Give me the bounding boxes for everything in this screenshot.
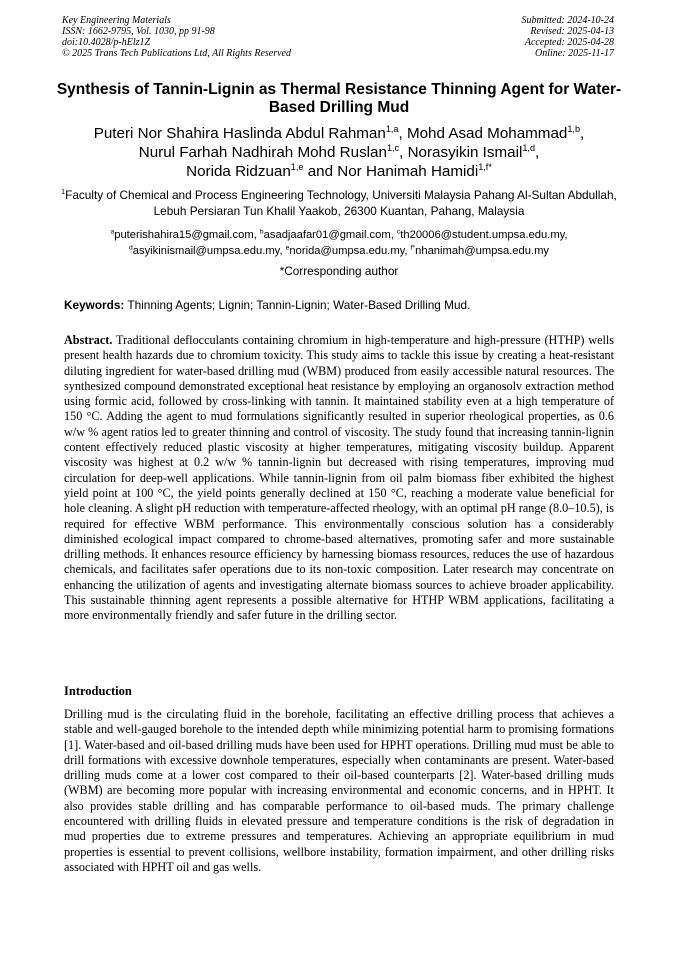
corresponding-author-note: *Corresponding author: [279, 264, 399, 278]
email-address[interactable]: th20006@student.umpsa.edu.my: [400, 229, 565, 241]
author-name: Mohd Asad Mohammad: [406, 125, 568, 142]
keywords-text: Thinning Agents; Lignin; Tannin-Lignin; Water-Based Drilling Mud.: [127, 298, 471, 312]
journal-doi[interactable]: doi:10.4028/p-hElz1Z: [62, 37, 151, 48]
paper-title: Synthesis of Tannin-Lignin as Thermal Resistance Thinning Agent for Water-Based Drilling Mud: [56, 81, 622, 116]
author-affiliation-mark: 1,b: [567, 123, 581, 134]
journal-issn: ISSN: 1662-9795, Vol. 1030, pp 91-98: [62, 26, 215, 37]
journal-info: [62, 15, 291, 59]
email-address[interactable]: asyikinismail@umpsa.edu.my: [132, 245, 280, 257]
author: Nurul Farhah Nadhirah Mohd Ruslan$^{1,c}$,: [138, 142, 408, 161]
email-address[interactable]: asadjaafar01@gmail.com: [263, 229, 391, 241]
abstract-text: Traditional deflocculants containing chromium in high-temperature and high-pressure (HTHP) wells present health hazards due to chromium toxicity. This study aims to tackle this issue by creating a heat-resistant diluting ingredient for water-based drilling mud (WBM) produced from easily accessible natural resources. The synthesized compound demonstrated exceptional heat resistance by employing an organosolv extraction method using formic acid, followed by cross-linking with tannin. It maintained stability even at a high temperature of 150 °C. Adding the agent to mud formulations significantly resulted in superior rheological properties, as 0.6 w/w % agent ratios led to greater thinning and control of viscosity. The study found that increasing tannin-lignin content effectively reduced plastic viscosity at higher temperatures, mitigating viscosity buildup. Apparent viscosity was highest at 0.2 w/w % tannin-lignin but decreased with rising temperatures, improving mud circulation for deep-well applications. While tannin-lignin from oil palm biomass fiber exhibited the highest yield point at 100 °C, the yield points generally declined at 150 °C, reaching a moderate value beneficial for hole cleaning. A slight pH reduction with temperature-affected rheology, with an optimal pH range (8.0–10.5), is required for effective WBM performance. This environmentally conscious solution has a considerably diminished ecological impact compared to chrome-based alternatives, promoting safer and more sustainable drilling methods. It enhances resource efficiency by harnessing biomass resources, reduces the use of hazardous chemicals, and facilitates safer operations due to its non-toxic composition. Later research may concentrate on enhancing the utilization of agents and investigating alternate biomass sources to achieve broader applicability. This sustainable thinning agent represents a possible alternative for HTHP WBM applications, facilitating a more environmentally friendly and safer future in the drilling sector.: [64, 333, 614, 623]
introduction-paragraph: Drilling mud is the circulating fluid in the borehole, facilitating an effective drilling process that achieves a stable and well-gauged borehole to the intended depth while minimizing potential harm to promising formations [1]. Water-based and oil-based drilling muds have been used for HPHT operations. Drilling mud must be able to drill formations with excessive downhole temperatures, especially when contaminants are present. Water-based drilling muds come at a lower cost compared to their oil-based counterparts [2]. Water-based drilling muds (WBM) are becoming more popular with increasing environmental and economic concerns, and in HPHT. It also provides stable drilling and has comparable performance to oil-based muds. The primary challenge encountered with drilling fluids in elevated pressure and temperature conditions is the risk of degradation in mud properties due to extreme pressures and temperatures. Achieving an appropriate equilibrium in mud properties is essential to prevent collisions, wellbore instability, formation impairment, and other drilling risks associated with HPHT oil and gas wells.: [64, 707, 614, 874]
author: Norasyikin Ismail$^{1,d}$,: [407, 142, 540, 161]
journal-name: Key Engineering Materials: [62, 15, 171, 26]
keywords-label: Keywords:: [64, 298, 125, 312]
author-affiliation-mark: 1,c: [386, 142, 400, 153]
email-address[interactable]: puterishahira15@gmail.com: [114, 229, 254, 241]
author-affiliation-mark: 1,a: [385, 123, 399, 134]
author-affiliation-mark: 1,d: [522, 142, 536, 153]
author: Puteri Nor Shahira Haslinda Abdul Rahman$^{1,a}$,: [93, 123, 407, 142]
abstract-label: Abstract.: [64, 333, 113, 347]
author: [337, 163, 492, 180]
author-affiliation-mark: 1,f*: [478, 161, 492, 172]
affiliation: [48, 187, 630, 219]
affiliation-text: Faculty of Chemical and Process Engineering Technology, Universiti Malaysia Pahang Al-Sultan Abdullah, Lebuh Persiaran Tun Khalil Yaakob, 26300 Kuantan, Pahang, Malaysia: [65, 188, 617, 218]
affiliation-mark: 1: [61, 188, 66, 197]
email: $^d$asyikinismail@umpsa.edu.my,: [129, 244, 286, 257]
email-address[interactable]: norida@umpsa.edu.my: [289, 245, 405, 257]
email: $^e$norida@umpsa.edu.my,: [285, 244, 411, 257]
email: $^a$puterishahira15@gmail.com,: [110, 228, 260, 241]
author-name: Norida Ridzuan: [186, 163, 291, 180]
keywords: [64, 297, 614, 313]
email: $^b$asadjaafar01@gmail.com,: [259, 228, 397, 241]
author: Mohd Asad Mohammad$^{1,b}$,: [406, 123, 585, 142]
abstract: [64, 333, 614, 624]
journal-copyright: © 2025 Trans Tech Publications Ltd, All Rights Reserved: [62, 48, 291, 59]
author: Norida Ridzuan$^{1,e}$ and: [186, 161, 338, 180]
author-affiliation-mark: 1,e: [290, 161, 304, 172]
publication-dates: [522, 15, 615, 59]
email: $^{f*}$nhanimah@umpsa.edu.my: [410, 244, 549, 257]
author-name: Puteri Nor Shahira Haslinda Abdul Rahman: [93, 125, 386, 142]
date-accepted: Accepted: 2025-04-28: [524, 37, 614, 48]
author-list: [48, 124, 630, 181]
email-address[interactable]: nhanimah@umpsa.edu.my: [415, 245, 549, 257]
email: $^c$th20006@student.umpsa.edu.my,: [396, 228, 568, 241]
date-submitted: Submitted: 2024-10-24: [521, 15, 614, 26]
author-name: Nurul Farhah Nadhirah Mohd Ruslan: [138, 144, 387, 161]
author-name: Nor Hanimah Hamidi: [337, 163, 479, 180]
date-online: Online: 2025-11-17: [535, 48, 614, 59]
email-list: [48, 227, 630, 259]
date-revised: Revised: 2025-04-13: [530, 26, 614, 37]
author-name: Norasyikin Ismail: [407, 144, 523, 161]
section-heading-introduction: Introduction: [64, 684, 132, 698]
